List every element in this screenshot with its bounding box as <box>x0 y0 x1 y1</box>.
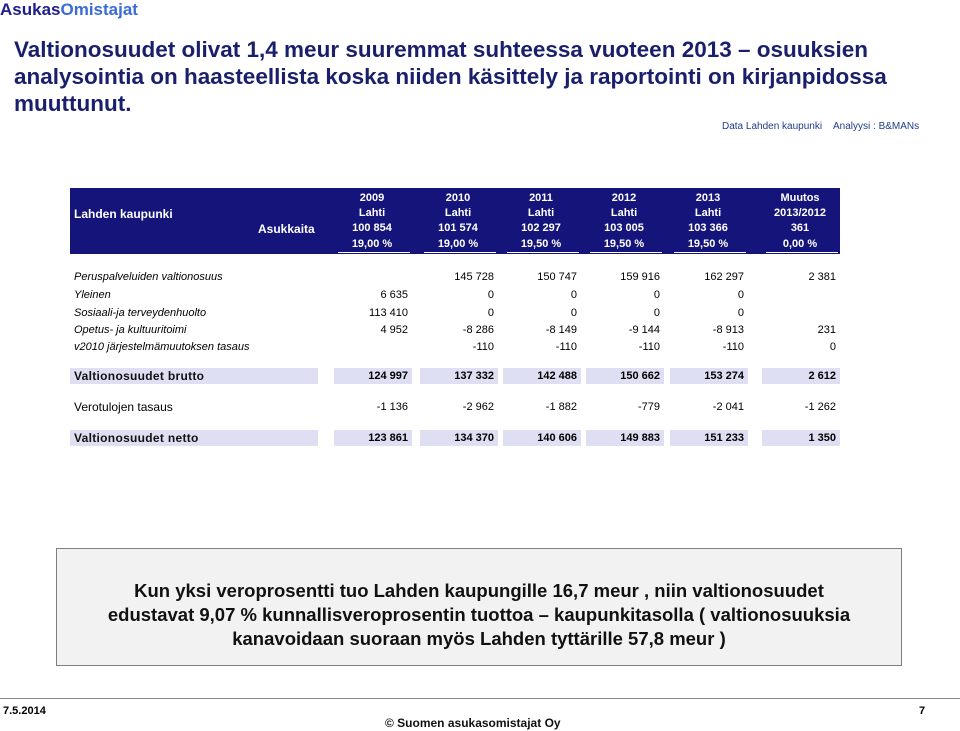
header-pop-5: 361 <box>790 222 810 234</box>
netto-cell-4: 151 233 <box>670 430 748 446</box>
header-pop-3: 103 005 <box>604 222 644 234</box>
header-city-4: Lahti <box>694 207 722 219</box>
netto-cell-2: 140 606 <box>503 430 581 446</box>
header-pct-2: 19,50 % <box>520 238 562 250</box>
row-0-cell-5: 2 381 <box>808 271 836 283</box>
row-label-4: v2010 järjestelmämuutoksen tasaus <box>74 341 250 353</box>
header-asukkaita: Asukkaita <box>258 222 315 236</box>
header-year-2: 2011 <box>529 192 553 204</box>
header-city-5: 2013/2012 <box>774 207 826 219</box>
row-2-cell-4: 0 <box>737 307 744 319</box>
footer-divider <box>0 698 960 699</box>
header-pct-4: 19,50 % <box>687 238 729 250</box>
row-2-cell-1: 0 <box>487 307 494 319</box>
header-pop-1: 101 574 <box>438 222 478 234</box>
tasaus-cell-3: -779 <box>637 401 660 413</box>
row-0-cell-3: 159 916 <box>620 271 660 283</box>
netto-label: Valtionosuudet netto <box>70 430 318 446</box>
footer-copyright: © Suomen asukasomistajat Oy <box>385 716 561 730</box>
row-2-cell-3: 0 <box>653 307 660 319</box>
header-pct-0: 19,00 % <box>351 238 393 250</box>
header-pct-3: 19,50 % <box>603 238 645 250</box>
callout-box <box>56 548 902 666</box>
netto-cell-3: 149 883 <box>586 430 664 446</box>
row-label-1: Yleinen <box>74 289 111 301</box>
callout-line-2: edustavat 9,07 % kunnallisveroprosentin tuottoa – kaupunkitasolla ( valtionosuuksia <box>107 604 851 625</box>
tasaus-label: Verotulojen tasaus <box>74 400 173 414</box>
header-underline-2 <box>507 252 579 253</box>
row-1-cell-2: 0 <box>570 289 577 301</box>
header-city-2: Lahti <box>527 207 555 219</box>
row-3-cell-4: -8 913 <box>712 324 744 336</box>
header-underline-4 <box>674 252 746 253</box>
tasaus-cell-2: -1 882 <box>545 401 577 413</box>
brutto-cell-4: 153 274 <box>670 368 748 384</box>
header-pop-4: 103 366 <box>688 222 728 234</box>
tasaus-cell-0: -1 136 <box>376 401 408 413</box>
brutto-cell-0: 124 997 <box>334 368 412 384</box>
row-3-cell-0: 4 952 <box>380 324 408 336</box>
header-year-4: 2013 <box>695 192 721 204</box>
netto-cell-0: 123 861 <box>334 430 412 446</box>
tasaus-cell-5: -1 262 <box>804 401 836 413</box>
header-year-5: Muutos <box>780 192 820 204</box>
header-pct-1: 19,00 % <box>437 238 479 250</box>
brutto-cell-5: 2 612 <box>762 368 840 384</box>
header-pop-2: 102 297 <box>521 222 561 234</box>
row-3-cell-5: 231 <box>817 324 836 336</box>
header-pop-0: 100 854 <box>352 222 392 234</box>
page-number: 7 <box>919 705 926 717</box>
header-underline-0 <box>338 252 410 253</box>
source-data: Data Lahden kaupunki <box>722 121 823 132</box>
header-underline-1 <box>424 252 496 253</box>
header-year-0: 2009 <box>359 192 385 204</box>
row-0-cell-4: 162 297 <box>704 271 744 283</box>
header-city-0: Lahti <box>358 207 386 219</box>
header-underline-5 <box>766 252 838 253</box>
row-2-cell-2: 0 <box>570 307 577 319</box>
header-year-1: 2010 <box>445 192 471 204</box>
row-1-cell-1: 0 <box>487 289 494 301</box>
brutto-cell-2: 142 488 <box>503 368 581 384</box>
logo <box>0 0 138 20</box>
logo-part1: Asukas <box>0 0 61 19</box>
netto-cell-1: 134 370 <box>420 430 498 446</box>
row-4-cell-1: -110 <box>472 341 494 353</box>
row-4-cell-5: 0 <box>829 341 836 353</box>
tasaus-cell-4: -2 041 <box>712 401 744 413</box>
logo-part2: Omistajat <box>60 0 138 19</box>
header-city-3: Lahti <box>610 207 638 219</box>
row-label-0: Peruspalveluiden valtionosuus <box>74 271 223 283</box>
row-1-cell-0: 6 635 <box>380 289 408 301</box>
tasaus-cell-1: -2 962 <box>462 401 494 413</box>
brutto-cell-3: 150 662 <box>586 368 664 384</box>
callout-line-1: Kun yksi veroprosentti tuo Lahden kaupungille 16,7 meur , niin valtionosuudet <box>134 580 824 601</box>
row-1-cell-4: 0 <box>737 289 744 301</box>
brutto-label: Valtionosuudet brutto <box>70 368 318 384</box>
row-label-3: Opetus- ja kultuuritoimi <box>74 324 187 336</box>
row-0-cell-1: 145 728 <box>454 271 494 283</box>
row-3-cell-3: -9 144 <box>628 324 660 336</box>
row-4-cell-4: -110 <box>722 341 744 353</box>
header-label: Lahden kaupunki <box>74 207 173 221</box>
page-title: Valtionosuudet olivat 1,4 meur suuremmat suhteessa vuoteen 2013 – osuuksien analysointia on haasteellista koska niiden käsittely ja raportointi on kirjanpidossa muuttunut. <box>14 37 887 116</box>
row-4-cell-2: -110 <box>555 341 577 353</box>
header-city-1: Lahti <box>444 207 472 219</box>
row-1-cell-3: 0 <box>653 289 660 301</box>
brutto-cell-1: 137 332 <box>420 368 498 384</box>
row-label-2: Sosiaali-ja terveydenhuolto <box>74 307 207 319</box>
row-3-cell-1: -8 286 <box>462 324 494 336</box>
footer-date: 7.5.2014 <box>3 705 46 717</box>
source-analysis: Analyysi : B&MANs <box>833 121 920 132</box>
row-2-cell-0: 113 410 <box>369 307 408 319</box>
row-0-cell-2: 150 747 <box>537 271 577 283</box>
header-year-3: 2012 <box>611 192 637 204</box>
callout-line-3: kanavoidaan suoraan myös Lahden tyttärille 57,8 meur ) <box>232 628 726 649</box>
netto-cell-5: 1 350 <box>762 430 840 446</box>
row-3-cell-2: -8 149 <box>545 324 577 336</box>
header-underline-3 <box>590 252 662 253</box>
row-4-cell-3: -110 <box>638 341 660 353</box>
header-pct-5: 0,00 % <box>782 238 818 250</box>
